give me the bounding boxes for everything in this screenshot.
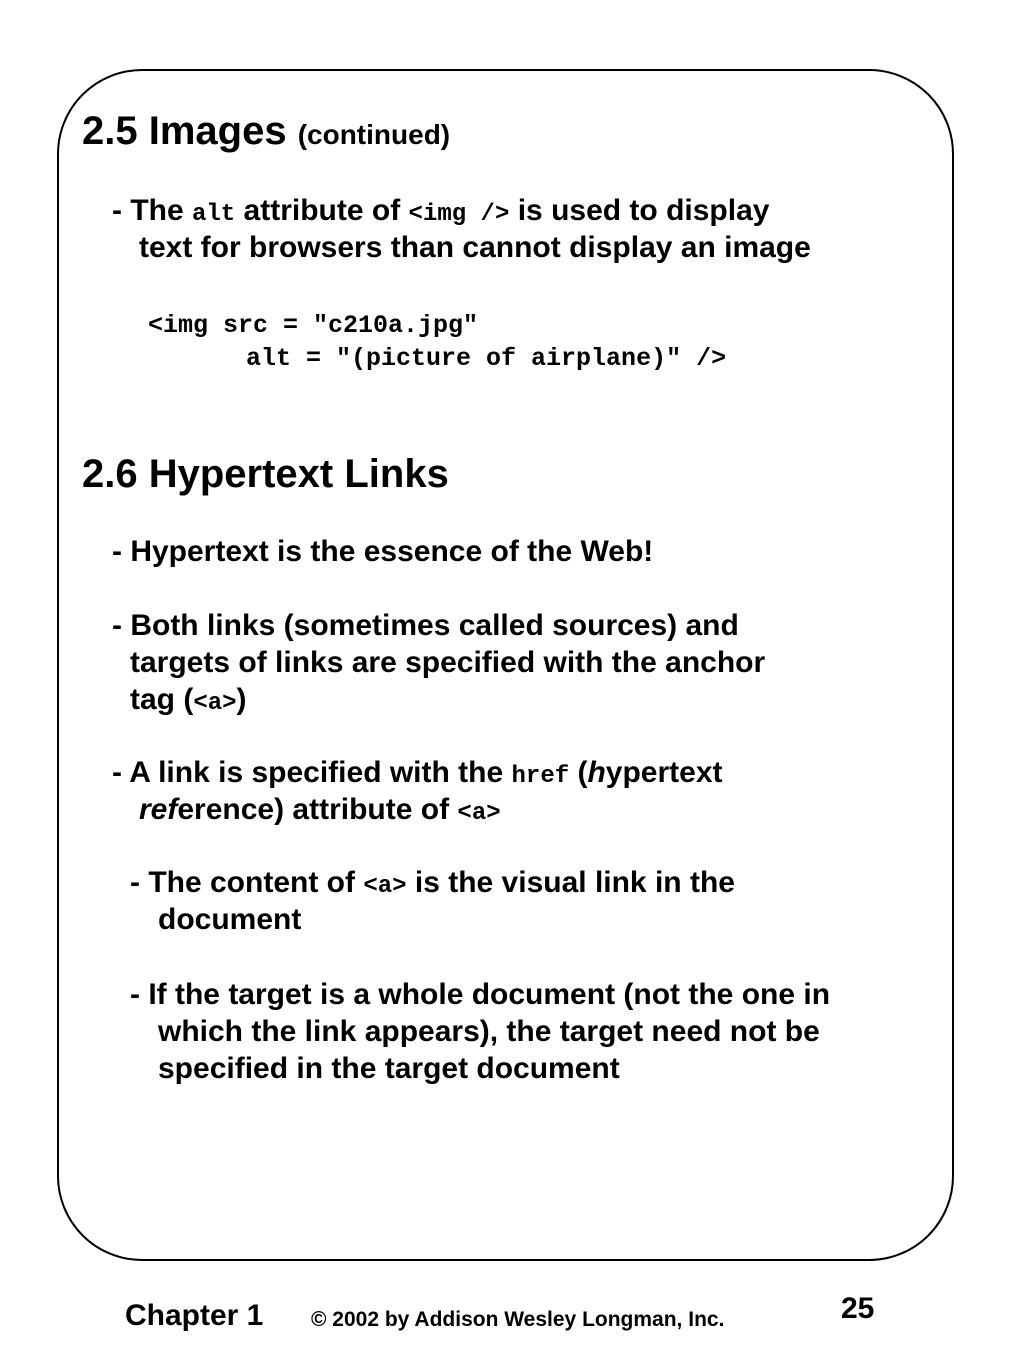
text-span: ypertext xyxy=(605,756,723,789)
both-links-line2: targets of links are specified with the anchor xyxy=(130,646,766,679)
text-span: - The content of xyxy=(130,866,364,899)
content-of-a-line1 xyxy=(130,865,735,905)
italic-span: h xyxy=(587,756,606,789)
italic-span: ref xyxy=(139,793,178,826)
text-span: erence) attribute of xyxy=(177,793,458,826)
section-title-images xyxy=(82,108,450,158)
text-span: - A link is specified with the xyxy=(112,756,512,789)
code-a-tag: <a> xyxy=(457,800,501,827)
target-document-line3: specified in the target document xyxy=(158,1052,620,1085)
footer-chapter: Chapter 1 xyxy=(125,1299,264,1332)
code-a-tag: <a> xyxy=(193,690,237,717)
section-subtitle: (continued) xyxy=(297,119,451,150)
code-a-tag: <a> xyxy=(363,873,407,900)
footer-copyright: © 2002 by Addison Wesley Longman, Inc. xyxy=(311,1308,725,1331)
code-href: href xyxy=(511,763,570,790)
text-span: ) xyxy=(236,683,247,716)
text-span: attribute of xyxy=(235,194,409,227)
content-of-a-line2: document xyxy=(158,903,302,936)
text-span: tag ( xyxy=(130,683,194,716)
code-example-line1: <img src = "c210a.jpg" xyxy=(148,311,479,340)
code-alt: alt xyxy=(192,201,236,228)
code-img-tag: <img /> xyxy=(408,201,510,228)
href-line2 xyxy=(139,792,501,832)
page-number: 25 xyxy=(841,1292,875,1325)
code-example-line2: alt = "(picture of airplane)" /> xyxy=(246,344,727,373)
text-span: is the visual link in the xyxy=(406,866,735,899)
both-links-line1: - Both links (sometimes called sources) and xyxy=(112,609,739,642)
both-links-line3 xyxy=(130,682,247,722)
target-document-line1: - If the target is a whole document (not the one in xyxy=(130,978,831,1011)
hypertext-essence-line: - Hypertext is the essence of the Web! xyxy=(112,535,654,568)
target-document-line2: which the link appears), the target need not be xyxy=(158,1015,820,1048)
text-span: is used to display xyxy=(509,194,770,227)
href-line1 xyxy=(112,755,723,795)
alt-attribute-line2: text for browsers than cannot display an image xyxy=(139,231,811,264)
section-title-hypertext-links: 2.6 Hypertext Links xyxy=(82,452,449,496)
section-title-text: 2.5 Images xyxy=(82,109,287,153)
alt-attribute-line1 xyxy=(112,193,769,233)
text-span: - The xyxy=(112,194,192,227)
text-span: ( xyxy=(569,756,588,789)
